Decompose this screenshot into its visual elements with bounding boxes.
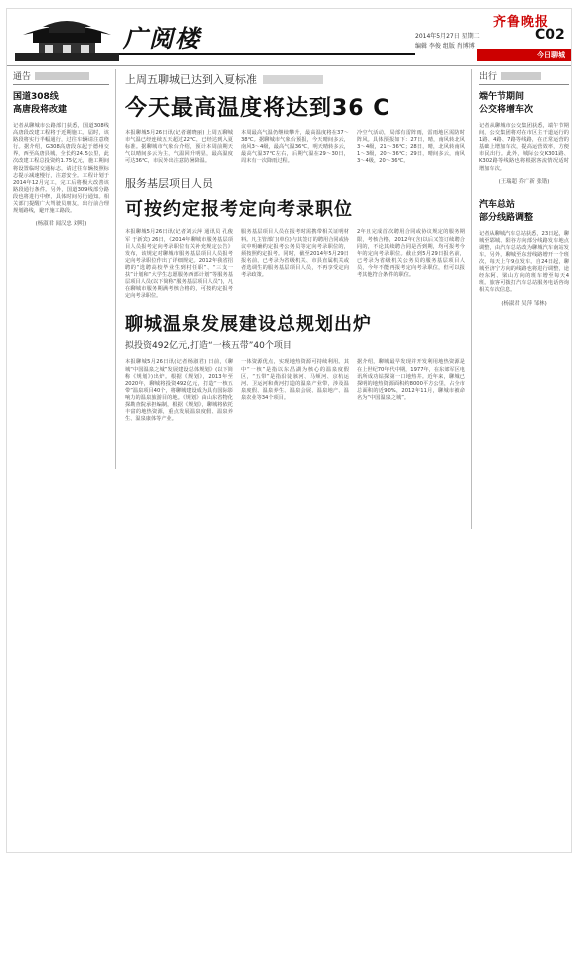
page-scan bbox=[6, 8, 572, 853]
hotspring-col-3: 据介绍，聊城最早发现并开发利用地热资源是在上世纪70年代中期，1977年，在东郊军区电讯所成功钻探第一口地热井。近年来，聊城已探明的地热资源面积约8000平方公里，占全市总面积的近90%，2012年11月，聊城市被命名为“中国温泉之城”。 bbox=[357, 359, 465, 401]
column-divider-left bbox=[115, 69, 116, 469]
column-divider-right bbox=[471, 69, 472, 529]
issue-date: 2014年5月27日 星期二 bbox=[415, 33, 480, 40]
weather-col-2: 本周最高气温仍继续攀升，最高温度将在37～38℃。据聊城市气象台预报，今天晴间多云，南风3～4级，最高气温36℃，明天晴转多云，最高气温37℃左右，后期气温在29～30日，周末有一次降雨过程。 bbox=[241, 130, 349, 165]
bus-article-body: 记者从聊城市公交集团获悉，端午节期间，公交集团将对在市区主干道运行的1路、4路、7路等线路，在正常运营的基础上增加车次，提高运营效率，方便市民出行。此外，城际公交K301路、K302路等线路也将根据客流情况适时增加车次。 bbox=[479, 123, 569, 172]
recruitment-kicker-text: 服务基层项目人员 bbox=[125, 177, 213, 191]
right-column-label bbox=[479, 69, 569, 85]
column-label-text: 通告 bbox=[13, 72, 32, 82]
left-headline: 国道308线 高唐段将改建 bbox=[13, 92, 68, 115]
left-column bbox=[13, 69, 109, 227]
weather-headline: 今天最高温度将达到36 C bbox=[125, 96, 391, 121]
left-column-label bbox=[13, 69, 109, 85]
section-bar: 今日聊城 bbox=[477, 49, 572, 61]
hotspring-col-1: 本报聊城5月26日讯(记者杨淑君) 日前，《聊城“中国温泉之城”发展建设总体规划》(以下简称《规划》)出炉。根据《规划》，2013年至2020年，聊城将投资492亿元，打造“一核五带”温泉项目40个，将聊城建设成为具有国际影响力的温泉旅游目的地。《规划》由山东省物化探勘查院承担编制，根据《规划》，聊城将依托丰富的地热资源，重点发展温泉度假、温泉养生、温泉康体等产业。 bbox=[125, 359, 233, 423]
recruitment-col-3: 2年且完成首次聘用合同或协议规定的服务期限，考核合格，2012年(含)以后又签订续聘合同的，不论其续聘合同是否到期，均可报考今年的定向考录职位。截止到5月29日报名前，已考录为省级机关公务员的服务基层项目人员，今年不能再报考定向考录职位，但可以报考其他符合条件的职位。 bbox=[357, 229, 465, 279]
editors-line: 编辑 李俊 组版 肖博博 bbox=[415, 43, 475, 50]
right-column bbox=[479, 69, 569, 307]
weather-kicker-text: 上周五聊城已达到入夏标准 bbox=[125, 73, 257, 86]
station-article-body: 记者从聊城汽车总站获悉，23日起，聊城至郓城、阳谷方向部分线路发车地点调整，由汽车总站改为聊城汽车南站发车。另外，聊城至东营线路增开一个班次，每天上午9点发车。自24日起，聊城至济宁方向的线路也将进行调整，途经东阿、梁山方向的班车增至每天4班。旅客可拨打汽车总站服务电话咨询相关车次信息。 bbox=[479, 230, 569, 294]
station-headline: 汽车总站 部分线路调整 bbox=[479, 199, 534, 223]
bus-signature: (王瑞超 乔广新 张锴) bbox=[498, 178, 550, 185]
label-blur-bar bbox=[35, 72, 89, 80]
weather-col-3: 冷空气活动，局部有雷阵雨，雷雨地区需防时阵风。具体预报如下：27日，晴，南风转北风3～4级，21～36℃；28日，晴，北风转南风1～3级，20～36℃；29日，晴间多云，南风3～4级，20～36℃。 bbox=[357, 130, 465, 165]
recruitment-col-1: 本报聊城5月26日讯(记者刘云萍 通讯员 孔俊军 于新宾) 26日，《2014年聊城市服务基层项目人员报考定向考录职位有关补充规定公告》发布，该规定对聊城市服务基层项目人员报考定向考录职位作出了详细规定。2012年我省招聘的“选聘高校毕业生到村任职”、“三支一扶”计划和“大学生志愿服务西部计划”等服务基层项目人员(以下简称“服务基层项目人员”)，凡在聊城市服务期满考核合格的，可按约定报考定向考录职位。 bbox=[125, 229, 233, 300]
section-title: 广阅楼 bbox=[123, 24, 201, 53]
recruitment-kicker bbox=[125, 175, 465, 191]
center-column bbox=[125, 71, 465, 423]
masthead-rule bbox=[119, 53, 415, 55]
hotspring-body bbox=[125, 359, 465, 423]
right-label-blur-bar bbox=[501, 72, 541, 80]
weather-col-1: 本报聊城5月26日讯(记者谢晓丽) 上周五聊城市气温已经连续五天超过22℃，已经达到入夏标准。据聊城市气象台介绍，预计本周前期天气以晴间多云为主，气温回升明显，最高温度可达36℃，市民外出注意防暑降温。 bbox=[125, 130, 233, 165]
weather-kicker bbox=[125, 71, 465, 87]
right-column-label-text: 出行 bbox=[479, 72, 498, 82]
left-article-body: 记者从聊城市公路部门获悉，国道308线高唐段改建工程将于近期施工。届时，该路段将实行半幅通行，过往车辆请注意绕行。据介绍，G308高唐段东起于德州交界，西至高唐县城，全长约24.5公里，此次改建工程总投资约1.75亿元，施工期间将设置临时交通标志，请过往车辆按照标志提示减速慢行，注意安全。工程计划于2014年12月完工，完工后将极大改善该路段通行条件。另外，国道309线部分路段也将进行中修，具体时间另行通知。相关部门提醒广大驾驶员朋友，出行前合理规划路线，避开施工路段。 bbox=[13, 123, 109, 215]
weather-article bbox=[125, 71, 465, 165]
hotspring-headline: 聊城温泉发展建设总规划出炉 bbox=[125, 314, 372, 336]
station-signature: (杨淑君 吴萍 邹林) bbox=[501, 300, 547, 307]
hotspring-subhead: 拟投资492亿元,打造“一核五带”40个项目 bbox=[125, 341, 292, 352]
weather-body bbox=[125, 130, 465, 165]
paper-name: 齐鲁晚报 bbox=[493, 15, 550, 30]
bus-headline: 端午节期间 公交将增车次 bbox=[479, 92, 534, 115]
page-number: C02 bbox=[535, 27, 565, 43]
recruitment-article bbox=[125, 175, 465, 300]
recruitment-body bbox=[125, 229, 465, 300]
recruitment-headline: 可按约定报考定向考录职位 bbox=[125, 199, 353, 221]
recruitment-col-2: 服务基层项目人员在报考时需携带相关证明材料。凡主管部门(单位)与其签订的聘用合同或协议中明确约定报考公务员等定向考录职位的，须按照约定报考。同时，截至2014年5月29日报名前，已考录为省级机关、市县直属机关或者选调生的服务基层项目人员，不再享受定向考录政策。 bbox=[241, 229, 349, 279]
hotspring-col-2: 一体资源优点，实现地热资源可持续利用。其中“一核”是指以东昌湖为核心的温泉度假区，“五带”是指沿徒骇河、马颊河、京杭运河、卫运河和黄河打造的温泉产业带，涉及温泉度假、温泉养生、温泉会展、温泉地产、温泉农业等34个项目。 bbox=[241, 359, 349, 401]
hotspring-article bbox=[125, 310, 465, 423]
masthead-divider bbox=[7, 65, 572, 66]
left-signature: (杨淑君 闻汉忠 刘明) bbox=[35, 221, 87, 228]
pagoda-icon bbox=[15, 13, 119, 61]
kicker-blur-bar bbox=[263, 75, 323, 84]
masthead bbox=[7, 9, 572, 65]
